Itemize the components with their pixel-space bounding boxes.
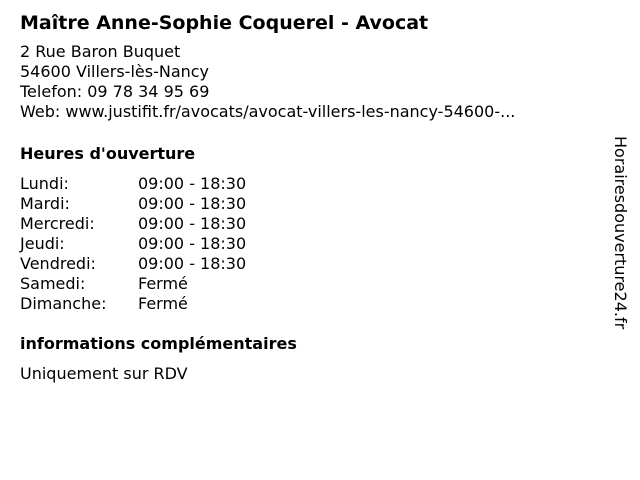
time-value: 09:00 - 18:30 [138, 254, 247, 273]
hours-row-friday [20, 254, 600, 274]
opening-hours-table [20, 174, 600, 314]
day-label: Jeudi: [20, 234, 65, 253]
time-value: 09:00 - 18:30 [138, 174, 247, 193]
day-label: Lundi: [20, 174, 69, 193]
business-title: Maître Anne-Sophie Coquerel - Avocat [20, 12, 429, 34]
watermark-container [612, 136, 632, 372]
day-label: Mardi: [20, 194, 70, 213]
business-card [20, 10, 600, 384]
hours-row-wednesday [20, 214, 600, 234]
day-label: Vendredi: [20, 254, 96, 273]
city-postcode: 54600 Villers-lès-Nancy [20, 62, 210, 81]
day-label: Dimanche: [20, 294, 107, 313]
hours-row-saturday [20, 274, 600, 294]
time-value: Fermé [138, 274, 188, 293]
phone-number[interactable]: Telefon: 09 78 34 95 69 [20, 82, 210, 101]
opening-hours-heading: Heures d'ouverture [20, 144, 196, 163]
additional-info-text: Uniquement sur RDV [20, 364, 188, 383]
hours-row-sunday [20, 294, 600, 314]
time-value: 09:00 - 18:30 [138, 194, 247, 213]
website-link[interactable]: Web: www.justifit.fr/avocats/avocat-villers-les-nancy-54600-... [20, 102, 516, 121]
hours-row-tuesday [20, 194, 600, 214]
hours-row-monday [20, 174, 600, 194]
street-address: 2 Rue Baron Buquet [20, 42, 181, 61]
day-label: Samedi: [20, 274, 86, 293]
time-value: 09:00 - 18:30 [138, 214, 247, 233]
watermark-text: Horairesdouverture24.fr [611, 136, 630, 330]
additional-info-heading: informations complémentaires [20, 334, 297, 353]
time-value: 09:00 - 18:30 [138, 234, 247, 253]
hours-row-thursday [20, 234, 600, 254]
day-label: Mercredi: [20, 214, 95, 233]
time-value: Fermé [138, 294, 188, 313]
address-block [20, 42, 600, 122]
